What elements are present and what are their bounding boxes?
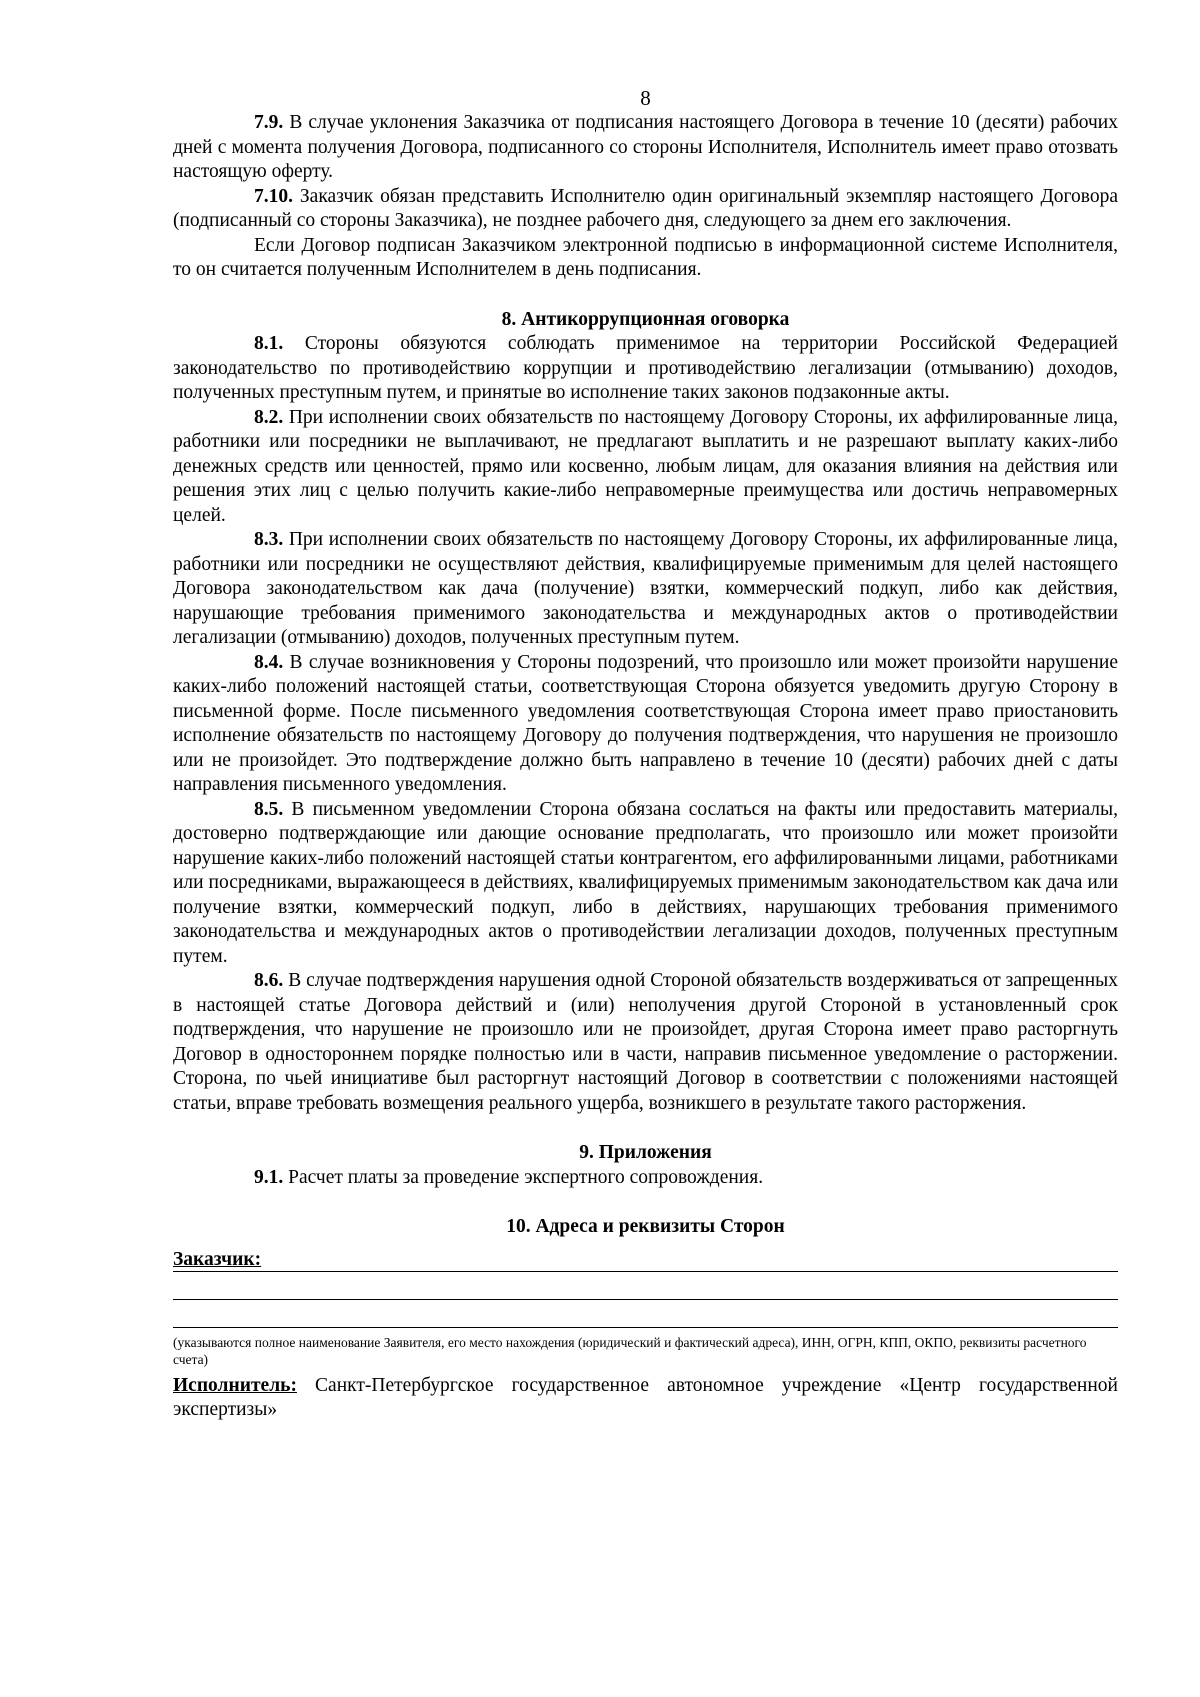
clause-text: При исполнении своих обязательств по настоящему Договору Стороны, их аффилированные лица, работники или посредники не осуществляют действия, квалифицируемые применимым для целей настоящего Договора законодательством как дача (получение) взятки, коммерческий подкуп, либо как действия, нарушающие требования применимого законодательства и международных актов о противодействии легализации (отмыванию) доходов, полученных преступным путем. [173,529,1118,648]
clause-number: 8.2. [254,406,284,428]
clause-text: Заказчик обязан представить Исполнителю один оригинальный экземпляр настоящего Договора (подписанный со стороны Заказчика), не позднее рабочего дня, следующего за днем его заключения. [173,185,1118,231]
customer-row [173,1248,1118,1271]
clause-8-2 [173,406,1118,529]
clause-8-6 [173,969,1118,1116]
clause-number: 8.3. [254,529,284,550]
section-9-title: 9. Приложения [579,1142,712,1163]
executor-label: Исполнитель: [173,1374,297,1396]
customer-label: Заказчик: [173,1248,262,1270]
clause-8-1 [173,332,1118,406]
clause-number: 9.1. [254,1166,284,1188]
clause-7-10 [173,185,1118,234]
customer-requisites-note: (указываются полное наименование Заявителя, его место нахождения (юридический и фактический адреса), ИНН, ОГРН, КПП, ОКПО, реквизиты расчетного счета) [173,1334,1087,1367]
page-number: 8 [640,86,651,110]
clause-text: Стороны обязуются соблюдать применимое на территории Российской Федерацией законодательство по противодействию коррупции и противодействию легализации (отмыванию) доходов, полученных преступным путем, и принятые во исполнение таких законов подзаконные акты. [173,333,1118,403]
clause-8-3 [173,528,1118,651]
executor-name: Санкт-Петербургское государственное автономное учреждение «Центр государственной экспертизы» [173,1374,1118,1420]
clause-text: При исполнении своих обязательств по настоящему Договору Стороны, их аффилированные лица, работники или посредники не выплачивают, не предлагают выплатить и не разрешают выплату каких-либо денежных средств или ценностей, прямо или косвенно, любым лицам, для оказания влияния на действия или решения этих лиц с целью получить какие-либо неправомерные преимущества или достичь неправомерных целей. [173,406,1118,526]
clause-text: В случае уклонения Заказчика от подписания настоящего Договора в течение 10 (десяти) рабочих дней с момента получения Договора, подписанного со стороны Исполнителя, Исполнитель имеет право отозвать настоящую оферту. [173,112,1118,182]
clause-text: Расчет платы за проведение экспертного сопровождения. [283,1166,764,1188]
clause-9-1 [173,1166,1118,1191]
clause-number: 7.10. [254,185,293,207]
clause-number: 8.5. [254,798,284,820]
section-8-title: 8. Антикоррупционная оговорка [501,308,790,330]
document-page [173,85,1118,1423]
clause-text: В случае возникновения у Стороны подозрений, что произошло или может произойти нарушение каких-либо положений настоящей статьи, соответствующая Сторона обязуется уведомить другую Сторону в письменной форме. После письменного уведомления соответствующая Сторона имеет право приостановить исполнение обязательств по настоящему Договору до получения подтверждения, что нарушения не произошло или не произойдет. Это подтверждение должно быть направлено в течение 10 (десяти) рабочих дней с даты направления письменного уведомления. [173,651,1118,795]
clause-8-5 [173,798,1118,970]
clause-text: В письменном уведомлении Сторона обязана сослаться на факты или предоставить материалы, достоверно подтверждающие или дающие основание предполагать, что произошло или может произойти нарушение каких-либо положений настоящей статьи контрагентом, его аффилированными лицами, работниками или посредниками, выражающееся в действиях, квалифицируемых применимым законодательством как дача или получение взятки, коммерческий подкуп, либо в действиях, нарушающих требования применимого законодательства и международных актов о противодействии легализации доходов, полученных преступным путем. [173,798,1118,967]
clause-number: 8.1. [254,333,284,354]
clause-number: 8.6. [254,970,284,991]
clause-number: 8.4. [254,651,284,673]
clause-7-10-extra: Если Договор подписан Заказчиком электронной подписью в информационной системе Исполнителя, то он считается полученным Исполнителем в день подписания. [173,234,1118,280]
clause-number: 7.9. [254,112,284,133]
clause-text: В случае подтверждения нарушения одной Стороной обязательств воздерживаться от запрещенных в настоящей статье Договора действий и (или) неполучения другой Стороной в установленный срок подтверждения, что нарушение не произошло или не произойдет, другая Сторона имеет право расторгнуть Договор в одностороннем порядке полностью или в части, направив письменное уведомление о расторжении. Сторона, по чьей инициативе был расторгнут настоящий Договор в соответствии с положениями настоящей статьи, вправе требовать возмещения реального ущерба, возникшего в результате такого расторжения. [173,970,1118,1114]
clause-8-4 [173,651,1118,798]
section-10-title: 10. Адреса и реквизиты Сторон [506,1216,785,1237]
executor-row [173,1374,1118,1423]
clause-7-9 [173,111,1118,185]
